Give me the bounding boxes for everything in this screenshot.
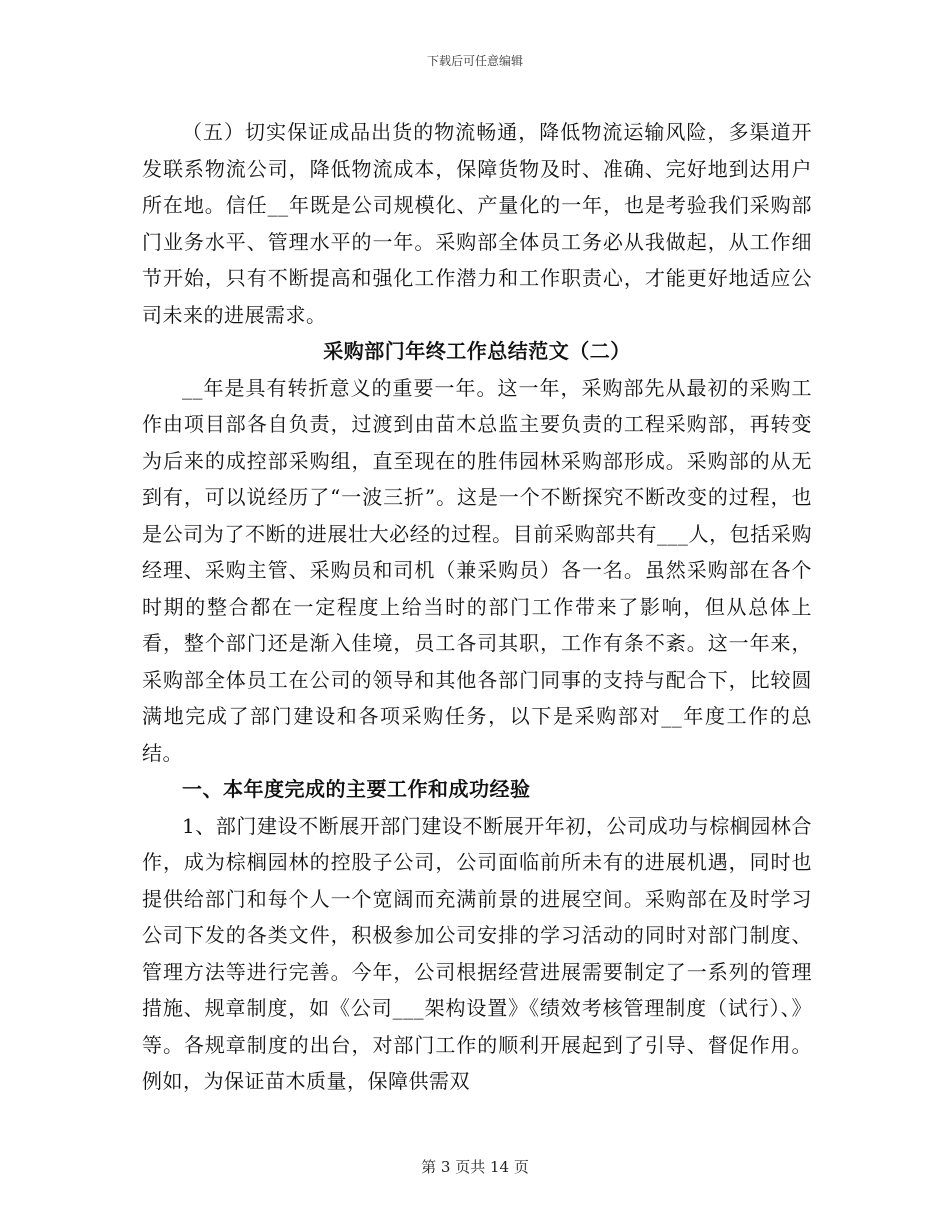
paragraph-department-building: 1、部门建设不断展开部门建设不断展开年初，公司成功与棕榈园林合作，成为棕榈园林的控股子公司，公司面临前所未有的进展机遇，同时也提供给部门和每个人一个宽阔而充满前景的进展空间。采购部在及时学习公司下发的各类文件，积极参加公司安排的学习活动的同时对部门制度、管理方法等进行完善。今年，公司根据经营进展需要制定了一系列的管理措施、规章制度，如《公司___架构设置》《绩效考核管理制度（试行）、》等。各规章制度的出台，对部门工作的顺利开展起到了引导、督促作用。例如，为保证苗木质量，保障供需双	[142, 813, 812, 1093]
section-title: 采购部门年终工作总结范文（二）	[323, 339, 631, 363]
document-body	[142, 114, 812, 1100]
paragraph-logistics: （五）切实保证成品出货的物流畅通，降低物流运输风险，多渠道开发联系物流公司，降低物流成本，保障货物及时、准确、完好地到达用户所在地。信任__年既是公司规模化、产量化的一年，也是考验我们采购部门业务水平、管理水平的一年。采购部全体员工务必从我做起，从工作细节开始，只有不断提高和强化工作潜力和工作职责心，才能更好地适应公司未来的进展需求。	[142, 120, 812, 327]
page-number: 第 3 页共 14 页	[421, 1158, 529, 1176]
paragraph-year-overview: __年是具有转折意义的重要一年。这一年，采购部先从最初的采购工作由项目部各自负责，过渡到由苗木总监主要负责的工程采购部，再转变为后来的成控部采购组，直至现在的胜伟园林采购部形成。采购部的从无到有，可以说经历了“一波三折”。这是一个不断探究不断改变的过程，也是公司为了不断的进展壮大必经的过程。目前采购部共有___人，包括采购经理、采购主管、采购员和司机（兼采购员）各一名。虽然采购部在各个时期的整合都在一定程度上给当时的部门工作带来了影响，但从总体上看，整个部门还是渐入佳境，员工各司其职，工作有条不紊。这一年来，采购部全体员工在公司的领导和其他各部门同事的支持与配合下，比较圆满地完成了部门建设和各项采购任务，以下是采购部对__年度工作的总结。	[142, 375, 812, 765]
sub-heading-main-work: 一、本年度完成的主要工作和成功经验	[182, 777, 531, 801]
page-header-note: 下载后可任意编辑	[426, 54, 523, 68]
